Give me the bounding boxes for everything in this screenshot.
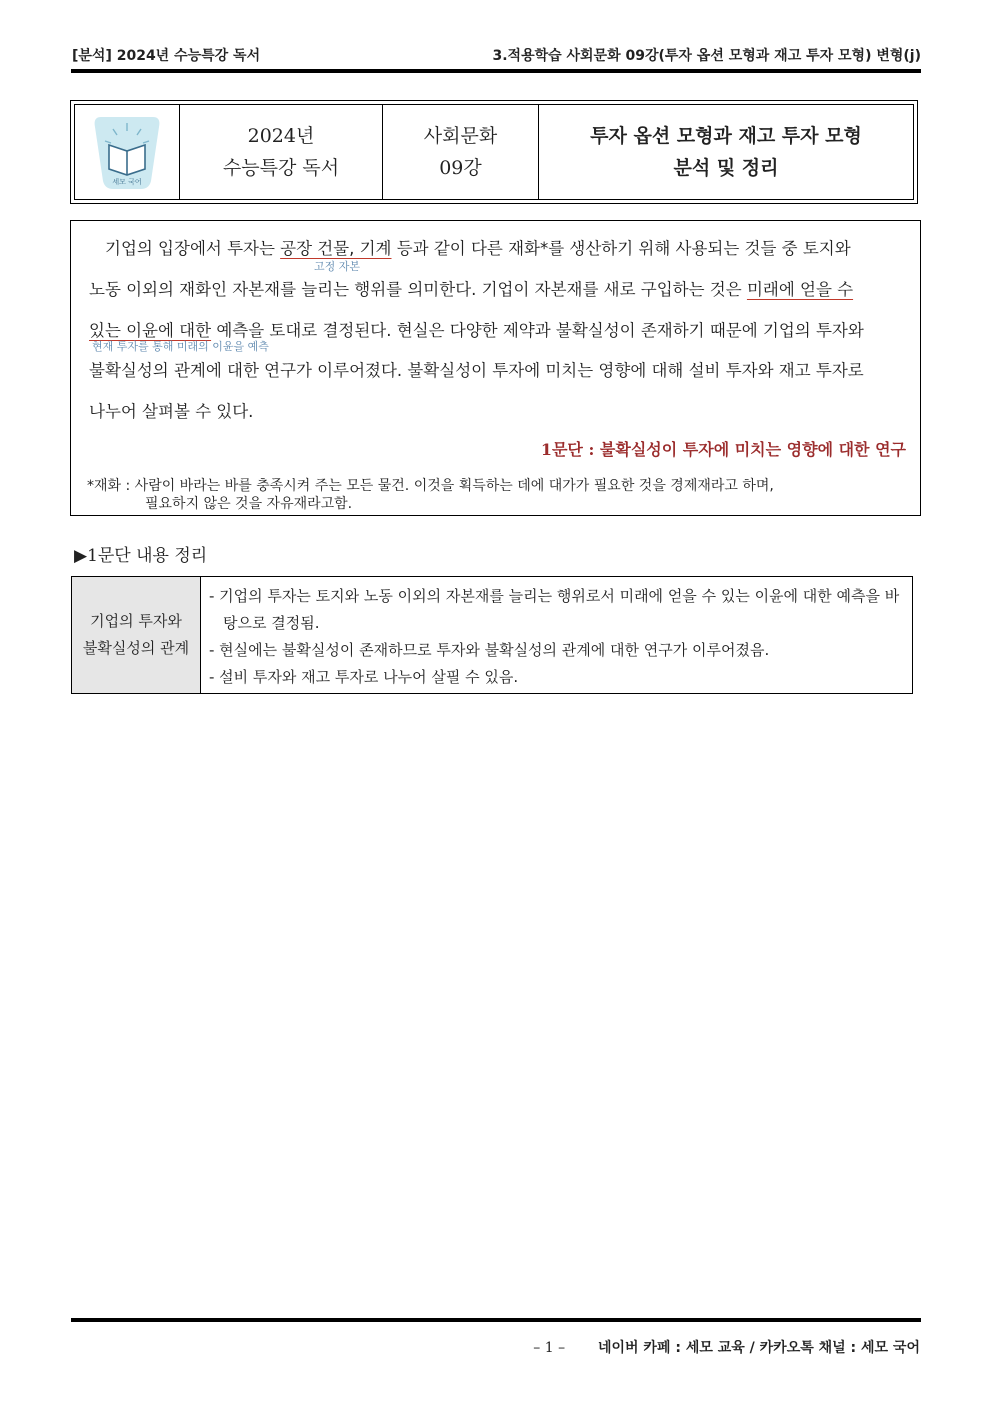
footnote [87, 477, 907, 513]
book-logo-icon [89, 111, 165, 193]
summary-table-header-text: 기업의 투자와 불확실성의 관계 [82, 612, 190, 657]
subject-cell [383, 105, 539, 199]
footer-channels: 네이버 카페 : 세모 교육 / 카카오톡 채널 : 세모 국어 [597, 1340, 920, 1356]
year-cell [180, 105, 383, 199]
year-line-1: 2024년 [247, 125, 315, 147]
underline-factory: 공장 건물, 기계 [280, 239, 392, 258]
logo-cell [75, 105, 180, 199]
header-right-text: 3.적용학습 사회문화 09강(투자 옵션 모형과 재고 투자 모형) 변형(j) [492, 48, 921, 64]
header-left-text: [분석] 2024년 수능특강 독서 [72, 48, 261, 64]
underline-future: 미래에 얻을 수 [746, 280, 854, 299]
footnote-line-2: 필요하지 않은 것을 자유재라고함. [145, 496, 353, 512]
summary-table-body [201, 577, 912, 693]
topic-line-2: 분석 및 정리 [673, 157, 779, 179]
underline-profit: 있는 이윤에 대한 [89, 321, 212, 340]
passage-line-1: 기업의 입장에서 투자는 공장 건물, 기계 등과 같이 다른 재화*를 생산하기 위해 사용되는 것들 중 토지와 [105, 239, 851, 258]
page-header [72, 45, 921, 65]
passage-box [70, 220, 921, 516]
section-title: ▶1문단 내용 정리 [74, 546, 208, 566]
passage-line-4: 불확실성의 관계에 대한 연구가 이루어졌다. 불확실성이 투자에 미치는 영향에 대해 설비 투자와 재고 투자로 [89, 361, 864, 380]
summary-item: - 현실에는 불확실성이 존재하므로 투자와 불확실성의 관계에 대한 연구가 이루어졌음. [209, 641, 770, 659]
title-box [70, 100, 918, 204]
footer-divider [71, 1318, 921, 1322]
logo-text: 세모 국어 [112, 178, 142, 186]
year-line-2: 수능특강 독서 [222, 157, 340, 179]
subject-line-2: 09강 [439, 157, 482, 179]
header-divider [71, 69, 921, 73]
summary-item: - 기업의 투자는 토지와 노동 이외의 자본재를 늘리는 행위로서 미래에 얻을 수 있는 이윤에 대한 예측을 바탕으로 결정됨. [209, 587, 900, 632]
summary-table [71, 576, 913, 694]
passage-line-3: 있는 이윤에 대한 예측을 토대로 결정된다. 현실은 다양한 제약과 불확실성이 존재하기 때문에 기업의 투자와 [89, 321, 864, 340]
passage-line-2: 노동 이외의 재화인 자본재를 늘리는 행위를 의미한다. 기업이 자본재를 새로 구입하는 것은 미래에 얻을 수 [89, 280, 854, 299]
page-footer [533, 1337, 920, 1357]
topic-line-1: 투자 옵션 모형과 재고 투자 모형 [590, 125, 862, 147]
topic-cell [539, 105, 913, 199]
passage-line-5: 나누어 살펴볼 수 있다. [89, 402, 254, 421]
page-number: – 1 – [533, 1340, 566, 1356]
annotation-fixed-capital: 고정 자본 [314, 260, 361, 273]
footnote-line-1: *재화 : 사람이 바라는 바를 충족시켜 주는 모든 물건. 이것을 획득하는 데에 대가가 필요한 것을 경제재라고 하며, [87, 478, 774, 494]
subject-line-1: 사회문화 [423, 125, 498, 147]
annotation-predict: 현재 투자를 통해 미래의 이윤을 예측 [92, 340, 269, 353]
summary-item: - 설비 투자와 재고 투자로 나누어 살필 수 있음. [209, 668, 519, 686]
summary-table-header [72, 577, 201, 693]
paragraph-summary: 1문단 : 불확실성이 투자에 미치는 영향에 대한 연구 [540, 440, 906, 459]
